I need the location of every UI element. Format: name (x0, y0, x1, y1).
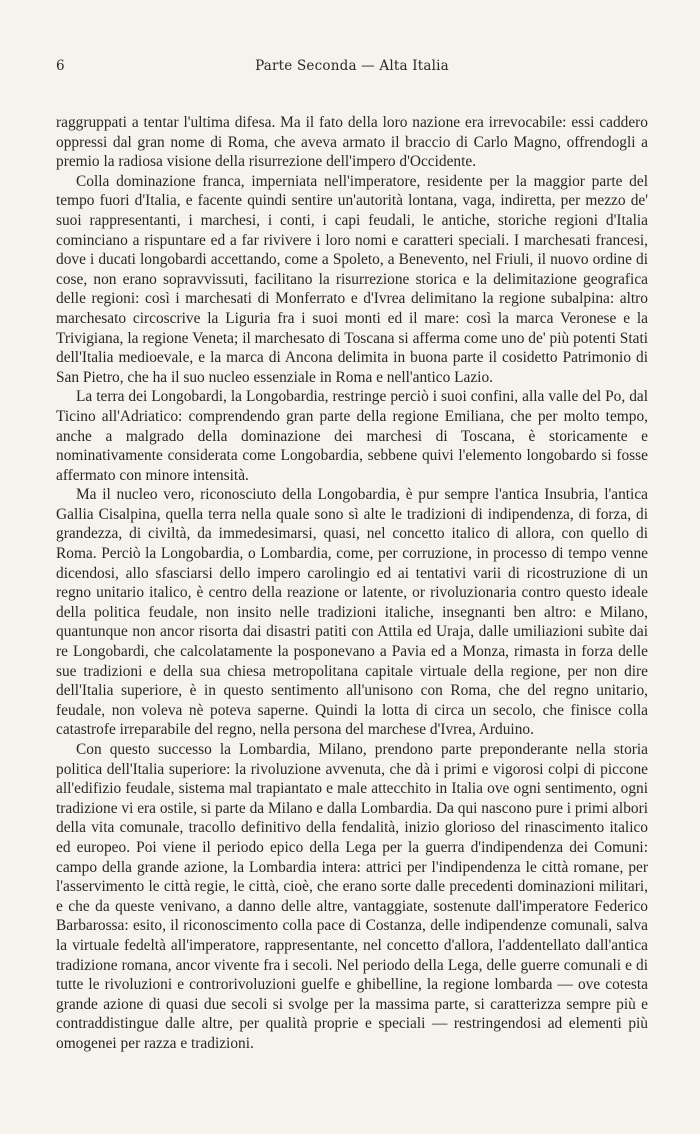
paragraph: Con questo successo la Lombardia, Milano, prendono parte preponderante nella storia politica dell'Italia superiore: la rivoluzione avvenuta, che dà i primi e vigorosi colpi di piccone all'edifizio feudale, sistema mal trapiantato e male attecchito in Italia ove ogni sentimento, ogni tradizione vi era ostile, si parte da Milano e dalla Lombardia. Da qui nascono pure i primi albori della vita comunale, tracollo definitivo della fendalità, inizio glorioso del rinascimento italico ed europeo. Poi viene il periodo epico della Lega per la guerra d'indipendenza dei Comuni: campo della grande azione, la Lombardia intera: attrici per l'indipendenza le città romane, per l'asservimento le città regie, le città, cioè, che erano sorte dalle precedenti dominazioni militari, e che da queste venivano, a danno delle altre, vantaggiate, sostenute dall'imperatore Federico Barbarossa: esito, il riconoscimento colla pace di Costanza, delle indipendenze comunali, salva la virtuale fedeltà all'imperatore, rappresentante, nel concetto d'allora, l'addentellato dall'antica tradizione romana, ancor vivente fra i secoli. Nel periodo della Lega, delle guerre comunali e di tutte le rivoluzioni e controrivoluzioni guelfe e ghibelline, la regione lombarda — ove cotesta grande azione di quasi due secoli si svolge per la massima parte, si caratterizza sempre più e contraddistingue dalle altre, per qualità proprie e speciali — restringendosi ad elementi più omogenei per razza e tradizioni. (56, 741, 648, 1052)
paragraph: raggruppati a tentar l'ultima difesa. Ma il fato della loro nazione era irrevocabile: essi caddero oppressi dal gran nome di Roma, che aveva armato il braccio di Carlo Magno, offrendogli a premio la radiosa visione della risurrezione dell'impero d'Occidente. (56, 114, 648, 171)
running-title: Parte Seconda — Alta Italia (255, 58, 449, 74)
paragraph: Colla dominazione franca, imperniata nell'imperatore, residente per la maggior parte del tempo fuori d'Italia, e facente quindi sentire un'autorità lontana, vaga, indiretta, per mezzo de' suoi rappresentanti, i marchesi, i conti, i capi feudali, le antiche, storiche regioni d'Italia cominciano a rispuntare ed a far rivivere i loro nomi e caratteri speciali. I marchesati francesi, dove i ducati longobardi accettando, come a Spoleto, a Benevento, nel Friuli, il nuovo ordine di cose, non erano sopravvissuti, facilitano la risurrezione storica e la delimitazione geografica delle regioni: così i marchesati di Monferrato e d'Ivrea delimitano la regione subalpina: altro marchesato circoscrive la Liguria fra i suoi monti ed il mare: così la marca Veronese e la Trivigiana, la regione Veneta; il marchesato di Toscana si afferma come uno de' più potenti Stati dell'Italia medioevale, e la marca di Ancona delimita in buona parte il cosidetto Patrimonio di San Pietro, che ha il suo nucleo essenziale in Roma e nell'antico Lazio. (56, 172, 648, 386)
body-text (56, 113, 648, 1054)
paragraph: La terra dei Longobardi, la Longobardia, restringe perciò i suoi confini, alla valle del Po, dal Ticino all'Adriatico: comprendendo gran parte della regione Emiliana, che per molto tempo, anche a malgrado della dominazione dei marchesi di Toscana, è storicamente e nominativamente considerata come Longobardia, sebbene quivi l'elemento longobardo si fosse affermato con minore intensità. (56, 388, 648, 484)
page-number: 6 (56, 58, 65, 74)
page-header (56, 58, 648, 78)
paragraph: Ma il nucleo vero, riconosciuto della Longobardia, è pur sempre l'antica Insubria, l'antica Gallia Cisalpina, quella terra nella quale sono sì alte le tradizioni di indipendenza, di forza, di grandezza, di civiltà, da immedesimarsi, quasi, nel concetto italico di allora, con quello di Roma. Perciò la Longobardia, o Lombardia, come, per corruzione, in processo di tempo venne dicendosi, allo sfasciarsi dello impero carolingio ed ai tentativi varii di ricostruzione di un regno unitario italico, è centro della reazione or latente, or rivoluzionaria contro questo ideale della politica feudale, non insito nelle tradizioni italiche, insegnanti ben altro: e Milano, quantunque non ancor risorta dai disastri patiti con Attila ed Uraja, dalle umiliazioni subìte dai re Longobardi, che calcolatamente la posponevano a Pavia ed a Monza, rimasta in forza delle sue tradizioni e della sua chiesa metropolitana capitale virtuale della regione, per non dire dell'Italia superiore, è in questo sentimento all'unisono con Roma, che del regno unitario, feudale, non voleva nè poteva saperne. Quindi la lotta di circa un secolo, che finisce colla catastrofe irreparabile del regno, nella persona del marchese d'Ivrea, Arduino. (56, 486, 648, 739)
